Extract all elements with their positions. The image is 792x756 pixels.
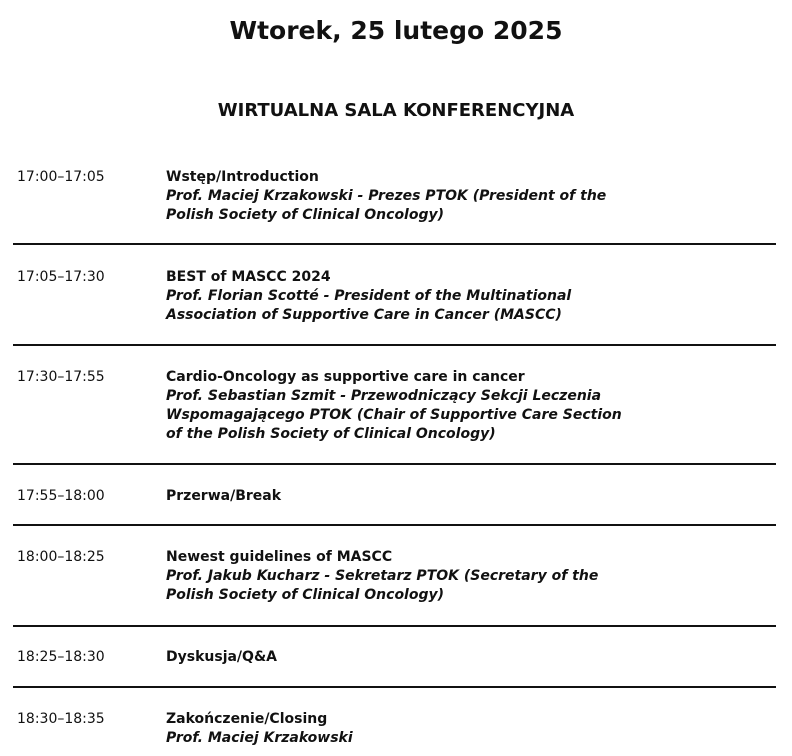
agenda-time: 17:05–17:30	[17, 269, 105, 285]
agenda-title: Przerwa/Break	[166, 488, 282, 504]
agenda-content	[166, 487, 606, 506]
agenda-title: BEST of MASCC 2024	[166, 269, 331, 285]
agenda-speaker: Prof. Jakub Kucharz - Sekretarz PTOK (Secretary of the	[166, 568, 599, 584]
agenda-title: Dyskusja/Q&A	[166, 649, 277, 665]
agenda-content	[166, 648, 606, 667]
agenda-time: 18:30–18:35	[17, 711, 105, 727]
agenda-content	[166, 168, 606, 225]
agenda-content	[166, 710, 606, 748]
agenda-speaker: Polish Society of Clinical Oncology)	[166, 207, 445, 223]
agenda-time: 17:00–17:05	[17, 169, 105, 185]
agenda-time: 18:00–18:25	[17, 549, 105, 565]
room-title: WIRTUALNA SALA KONFERENCYJNA	[217, 100, 575, 121]
divider	[13, 625, 776, 627]
agenda-speaker: Prof. Florian Scotté - President of the Multinational	[166, 288, 572, 304]
agenda-time: 18:25–18:30	[17, 649, 105, 665]
agenda-speaker: Polish Society of Clinical Oncology)	[166, 587, 445, 603]
divider	[13, 524, 776, 526]
agenda-title: Wstęp/Introduction	[166, 169, 319, 185]
agenda-content	[166, 548, 606, 605]
agenda-speaker: Wspomagającego PTOK (Chair of Supportive Care Section	[166, 407, 622, 423]
agenda-speaker: Prof. Maciej Krzakowski	[166, 730, 353, 746]
agenda-speaker: Prof. Sebastian Szmit - Przewodniczący Sekcji Leczenia	[166, 388, 602, 404]
agenda-time: 17:30–17:55	[17, 369, 105, 385]
agenda-speaker: of the Polish Society of Clinical Oncology)	[166, 426, 496, 442]
agenda-content	[166, 268, 606, 325]
divider	[13, 344, 776, 346]
agenda-speaker: Prof. Maciej Krzakowski - Prezes PTOK (President of the	[166, 188, 607, 204]
agenda-title: Newest guidelines of MASCC	[166, 549, 393, 565]
divider	[13, 243, 776, 245]
agenda-content	[166, 368, 622, 444]
agenda-title: Zakończenie/Closing	[166, 711, 328, 727]
agenda-speaker: Association of Supportive Care in Cancer (MASCC)	[166, 307, 562, 323]
agenda-title: Cardio-Oncology as supportive care in cancer	[166, 369, 525, 385]
page-title: Wtorek, 25 lutego 2025	[229, 16, 563, 45]
divider	[13, 686, 776, 688]
agenda-time: 17:55–18:00	[17, 488, 105, 504]
divider	[13, 463, 776, 465]
